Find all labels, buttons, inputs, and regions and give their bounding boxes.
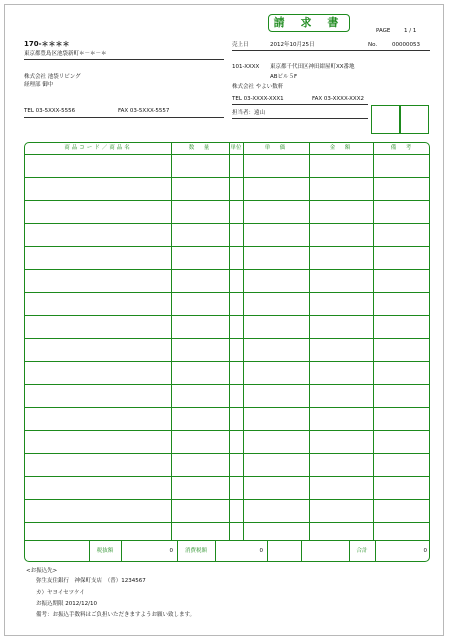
tax-value: 0 — [259, 548, 263, 554]
total-label: 合計 — [356, 548, 368, 554]
header-divider — [25, 154, 429, 155]
customer-fax: FAX 03-5XXX-5557 — [118, 108, 170, 114]
customer-company: 株式会社 池袋リビング — [24, 74, 81, 80]
row-line — [25, 407, 429, 408]
row-line — [25, 177, 429, 178]
date-label: 売上日 — [232, 42, 249, 48]
row-line — [25, 200, 429, 201]
invoice-no-label: No. — [368, 42, 378, 48]
col-header-notes: 備 考 — [390, 145, 414, 151]
customer-department: 経理部 御中 — [24, 82, 54, 88]
row-line — [25, 384, 429, 385]
col-divider-unit — [229, 143, 230, 540]
row-line — [25, 223, 429, 224]
tax-label: 消費税額 — [184, 548, 207, 554]
col-header-unit: 単位 — [230, 145, 242, 151]
issuer-tel: TEL 03-XXXX-XXX1 — [232, 96, 284, 102]
row-line — [25, 430, 429, 431]
invoice-title: 請 求 書 — [268, 14, 350, 32]
col-header-amount: 金 額 — [329, 145, 353, 151]
col-header-item: 商品コード／商品名 — [64, 145, 132, 151]
col-divider-notes — [373, 143, 374, 540]
page-number: 1 / 1 — [404, 28, 417, 34]
row-line — [25, 453, 429, 454]
customer-contact-underline — [24, 117, 224, 118]
tax-excl-label: 税抜額 — [96, 548, 114, 554]
sales-date: 2012年10月25日 — [270, 42, 315, 48]
issuer-underline — [232, 104, 368, 105]
page-label: PAGE — [376, 28, 391, 34]
invoice-no: 00000053 — [392, 42, 420, 48]
customer-address: 東京都豊島区池袋新町＊－＊－＊ — [24, 51, 107, 57]
row-line — [25, 315, 429, 316]
col-header-price: 単 価 — [264, 145, 288, 151]
customer-address-underline — [24, 59, 224, 60]
col-divider-qty — [171, 143, 172, 540]
row-line — [25, 338, 429, 339]
totals-divider-5 — [267, 540, 268, 562]
row-line — [25, 522, 429, 523]
issuer-postal: 101-XXXX — [232, 64, 260, 70]
payment-bank: 弥生友住銀行 神保町支店 （普）1234567 — [36, 578, 146, 584]
row-line — [25, 476, 429, 477]
seal-box — [371, 105, 429, 134]
rep-underline — [232, 118, 368, 119]
issuer-building: ABビル５F — [270, 74, 298, 80]
total-value: 0 — [423, 548, 427, 554]
row-line — [25, 361, 429, 362]
col-divider-amount — [309, 143, 310, 540]
row-line — [25, 499, 429, 500]
customer-postal: 170-＊＊＊＊ — [24, 40, 70, 48]
tax-excl-value: 0 — [169, 548, 173, 554]
row-line — [25, 292, 429, 293]
issuer-company: 株式会社 やよい数軒 — [232, 84, 284, 90]
totals-divider-6 — [301, 540, 302, 562]
rep-name: 担当者：遠山 — [232, 110, 266, 116]
items-table — [24, 142, 430, 562]
row-line — [25, 269, 429, 270]
col-header-qty: 数 量 — [188, 145, 212, 151]
row-line — [25, 246, 429, 247]
issuer-fax: FAX 03-XXXX-XXX2 — [312, 96, 364, 102]
issuer-address: 東京都千代田区神田紺屋町XX番地 — [270, 64, 355, 70]
payment-holder: カ）ヤヨイセツケイ — [36, 590, 85, 596]
payment-heading: <お振込先> — [26, 568, 58, 574]
col-divider-price — [243, 143, 244, 540]
info-underline — [232, 50, 430, 51]
seal-divider — [399, 106, 401, 133]
payment-note: 備考：お振込手数料はご負担いただきますようお願い致します。 — [36, 612, 196, 618]
payment-deadline: お振込期限 2012/12/10 — [36, 601, 97, 607]
customer-tel: TEL 03-5XXX-5556 — [24, 108, 76, 114]
